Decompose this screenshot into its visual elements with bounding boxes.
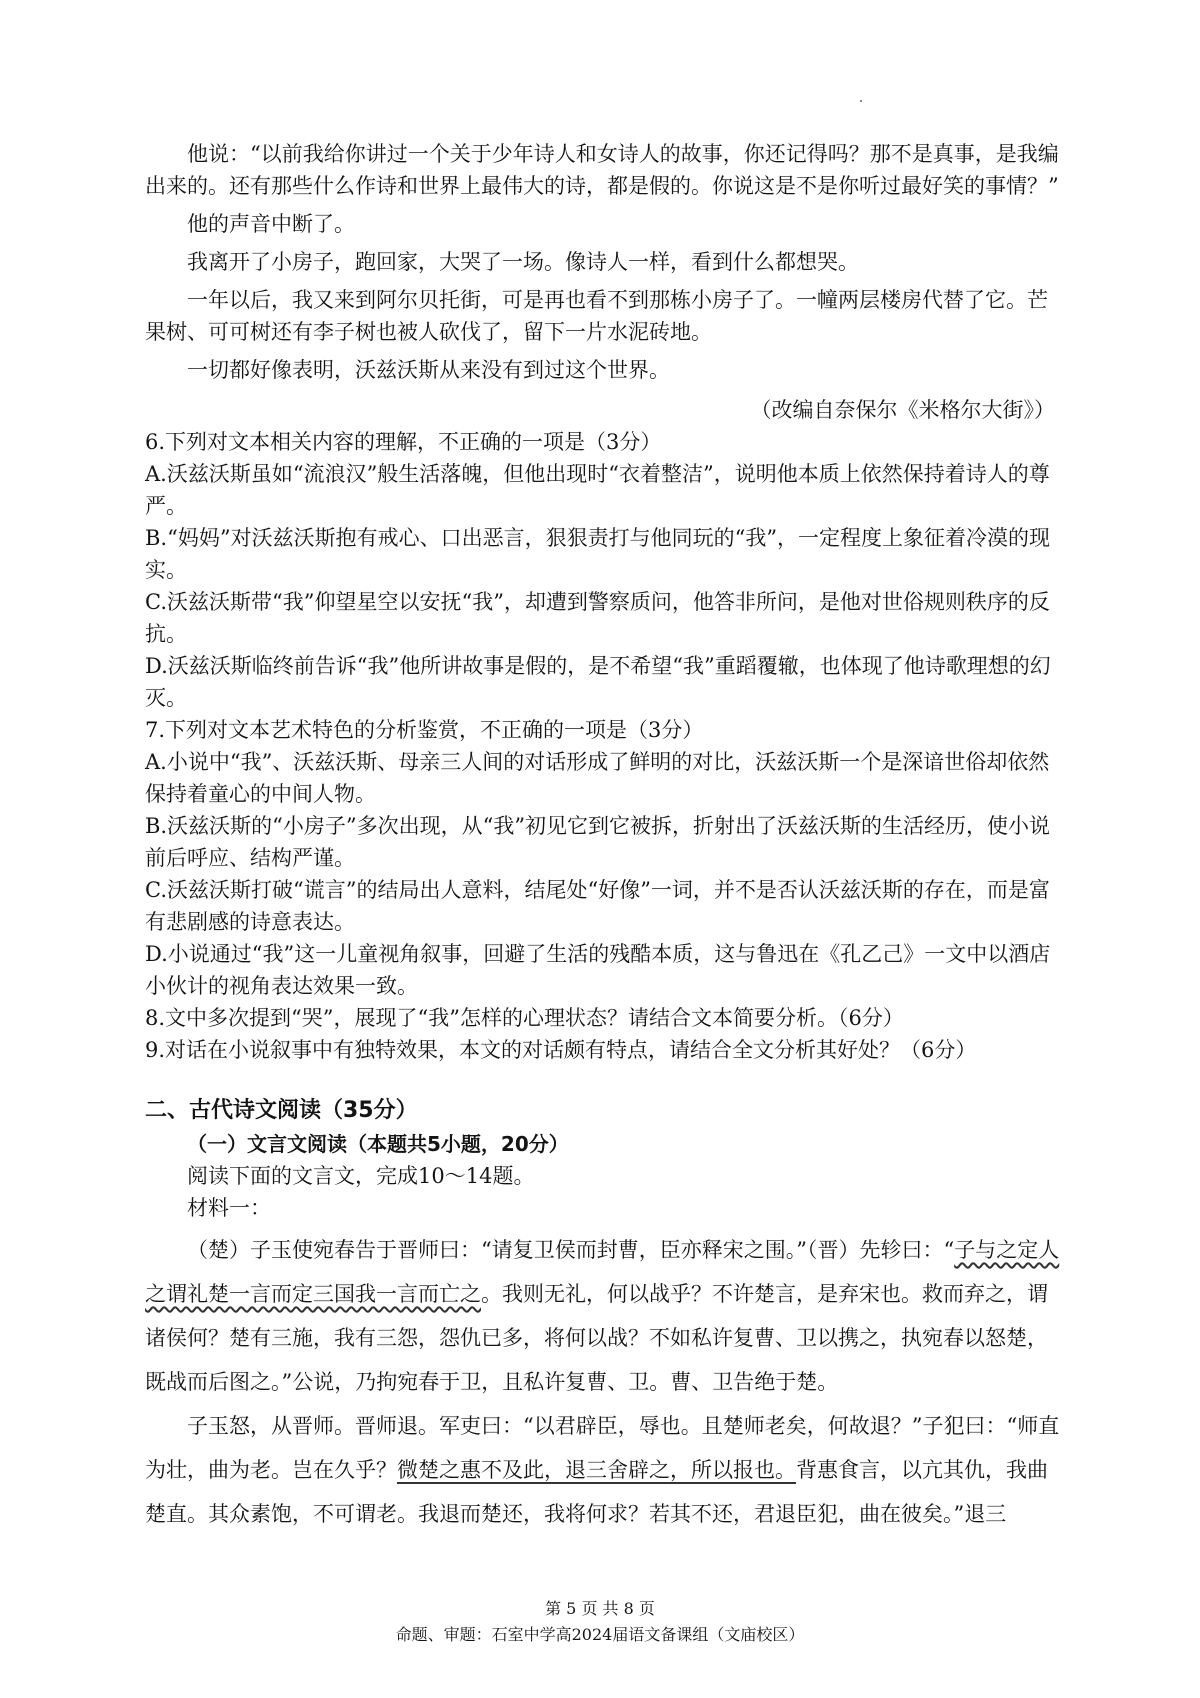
story-paragraph: 一年以后，我又来到阿尔贝托街，可是再也看不到那栋小房子了。一幢两层楼房代替了它。芒果树、可可树还有李子树也被人砍伐了，留下一片水泥砖地。	[145, 288, 1048, 344]
wavy-underlined-phrase: 子与之定人之谓礼楚一言而定三国我一言而亡之	[145, 1238, 1060, 1306]
subsection-title: （一）文言文阅读（本题共5小题，20分）	[187, 1132, 569, 1156]
material-label: 材料一：	[187, 1196, 271, 1220]
footer-credit: 命题、审题：石室中学高2024届语文备课组（文庙校区）	[395, 1625, 805, 1644]
page-number: 第 5 页 共 8 页	[545, 1599, 655, 1618]
story-paragraph: 我离开了小房子，跑回家，大哭了一场。像诗人一样，看到什么都想哭。	[187, 250, 859, 274]
passage-text: （楚）子玉使宛春告于晋师曰：“请复卫侯而封曹，臣亦释宋之围。”（晋）先轸曰：“	[187, 1238, 955, 1262]
option-b: B.沃兹沃斯的“小房子”多次出现，从“我”初见它到它被拆，折射出了沃兹沃斯的生活经历，使小说前后呼应、结构严谨。	[145, 814, 1051, 870]
story-paragraph: 一切都好像表明，沃兹沃斯从来没有到过这个世界。	[187, 358, 670, 382]
section-title: 二、古代诗文阅读（35分）	[145, 1098, 418, 1123]
question-7	[145, 714, 1065, 1002]
section-2	[145, 1094, 1065, 1536]
classical-passage-paragraph-1	[145, 1228, 1065, 1404]
classical-passage-paragraph-2	[145, 1404, 1065, 1536]
story-source: （改编自奈保尔《米格尔大街》）	[750, 398, 1055, 422]
option-c: C.沃兹沃斯打破“谎言”的结局出人意料，结尾处“好像”一词，并不是否认沃兹沃斯的存在，而是富有悲剧感的诗意表达。	[145, 878, 1050, 934]
page-content	[145, 138, 1065, 1536]
option-b: B.“妈妈”对沃兹沃斯抱有戒心、口出恶言，狠狠责打与他同玩的“我”，一定程度上象征着冷漠的现实。	[145, 526, 1051, 582]
story-paragraph: 他的声音中断了。	[187, 212, 355, 236]
passage-text: 。我则无礼，何以战乎？不许楚言，是弃宋也。救而弃之，谓诸侯何？楚有三施，我有三怨，怨仇已多，将何以战？不如私许复曹、卫以携之，执宛春以怒楚，既战而后图之。”公说，乃拘宛春于卫，且私许复曹、卫。曹、卫告绝于楚。	[145, 1282, 1048, 1394]
option-d: D.沃兹沃斯临终前告诉“我”他所讲故事是假的，是不希望“我”重蹈覆辙，也体现了他诗歌理想的幻灭。	[145, 654, 1051, 710]
passage-text: 子玉怒，从晋师。晋师退。军吏曰：“以君辟臣，辱也。且楚师老矣，何故退？”子犯曰：“师直为壮，曲为老。岂在久乎？	[145, 1414, 1060, 1482]
reading-instruction: 阅读下面的文言文，完成10～14题。	[187, 1164, 535, 1188]
option-a: A.沃兹沃斯虽如“流浪汉”般生活落魄，但他出现时“衣着整洁”，说明他本质上依然保持着诗人的尊严。	[145, 462, 1050, 518]
question-6	[145, 426, 1065, 714]
question-8: 8.文中多次提到“哭”，展现了“我”怎样的心理状态？请结合文本简要分析。（6分）	[145, 1006, 904, 1030]
story-excerpt	[145, 138, 1065, 426]
passage-text: 背惠食言，以亢其仇，我曲楚直。其众素饱，不可谓老。我退而楚还，我将何求？若其不还，君退臣犯，曲在彼矣。”退三	[145, 1458, 1048, 1526]
underlined-sentence: 微楚之惠不及此，退三舍辟之，所以报也。	[397, 1458, 796, 1482]
scan-speck	[860, 100, 862, 102]
question-9: 9.对话在小说叙事中有独特效果，本文的对话颇有特点，请结合全文分析其好处？（6分）	[145, 1038, 977, 1062]
option-d: D.小说通过“我”这一儿童视角叙事，回避了生活的残酷本质，这与鲁迅在《孔乙己》一文中以酒店小伙计的视角表达效果一致。	[145, 942, 1051, 998]
question-stem: 7.下列对文本艺术特色的分析鉴赏，不正确的一项是（3分）	[145, 718, 704, 742]
option-a: A.小说中“我”、沃兹沃斯、母亲三人间的对话形成了鲜明的对比，沃兹沃斯一个是深谙世俗却依然保持着童心的中间人物。	[145, 750, 1050, 806]
question-stem: 6.下列对文本相关内容的理解，不正确的一项是（3分）	[145, 430, 662, 454]
option-c: C.沃兹沃斯带“我”仰望星空以安抚“我”，却遭到警察质问，他答非所问，是他对世俗规则秩序的反抗。	[145, 590, 1050, 646]
story-paragraph: 他说：“以前我给你讲过一个关于少年诗人和女诗人的故事，你还记得吗？那不是真事，是我编出来的。还有那些什么作诗和世界上最伟大的诗，都是假的。你说这是不是你听过最好笑的事情？”	[145, 142, 1059, 198]
